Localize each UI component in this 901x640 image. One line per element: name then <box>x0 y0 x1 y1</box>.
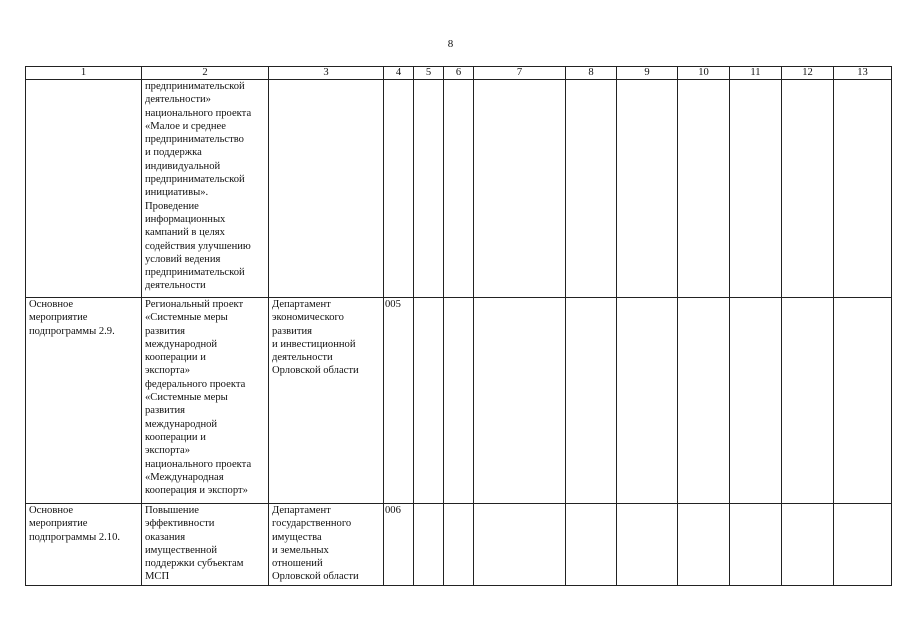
empty-cell <box>474 298 566 504</box>
empty-cell <box>730 80 782 298</box>
column-header: 7 <box>474 67 566 80</box>
empty-cell <box>782 504 834 586</box>
code-cell: 005 <box>384 298 414 504</box>
column-header: 2 <box>142 67 269 80</box>
empty-cell <box>444 298 474 504</box>
empty-cell <box>414 298 444 504</box>
code-cell <box>384 80 414 298</box>
description-cell: Региональный проект «Системные меры развития международной кооперации и экспорта» федерального проекта «Системные меры развития международной кооперации и экспорта» национального проекта «Международная кооперация и экспорт» <box>142 298 269 504</box>
empty-cell <box>414 80 444 298</box>
executor-cell <box>269 80 384 298</box>
empty-cell <box>730 298 782 504</box>
column-header: 9 <box>617 67 678 80</box>
column-header: 8 <box>566 67 617 80</box>
event-cell: Основное мероприятие подпрограммы 2.9. <box>26 298 142 504</box>
empty-cell <box>566 298 617 504</box>
table-row <box>26 504 892 586</box>
empty-cell <box>617 80 678 298</box>
empty-cell <box>678 504 730 586</box>
empty-cell <box>730 504 782 586</box>
empty-cell <box>678 80 730 298</box>
column-header: 3 <box>269 67 384 80</box>
empty-cell <box>782 80 834 298</box>
event-cell: Основное мероприятие подпрограммы 2.10. <box>26 504 142 586</box>
description-cell: Повышение эффективности оказания имущественной поддержки субъектам МСП <box>142 504 269 586</box>
column-header: 13 <box>834 67 892 80</box>
column-header: 6 <box>444 67 474 80</box>
empty-cell <box>782 298 834 504</box>
executor-cell: Департамент экономического развития и инвестиционной деятельности Орловской области <box>269 298 384 504</box>
column-header: 12 <box>782 67 834 80</box>
empty-cell <box>566 504 617 586</box>
empty-cell <box>474 80 566 298</box>
empty-cell <box>678 298 730 504</box>
empty-cell <box>834 80 892 298</box>
empty-cell <box>474 504 566 586</box>
column-header: 4 <box>384 67 414 80</box>
empty-cell <box>834 298 892 504</box>
column-header: 10 <box>678 67 730 80</box>
executor-cell: Департамент государственного имущества и земельных отношений Орловской области <box>269 504 384 586</box>
empty-cell <box>617 504 678 586</box>
empty-cell <box>617 298 678 504</box>
column-header: 11 <box>730 67 782 80</box>
description-cell: предпринимательской деятельности» национального проекта «Малое и среднее предпринимательство и поддержка индивидуальной предпринимательской инициативы». Проведение информационных кампаний в целях содействия улучшению условий ведения предпринимательской деятельности <box>142 80 269 298</box>
column-header: 1 <box>26 67 142 80</box>
empty-cell <box>414 504 444 586</box>
code-cell: 006 <box>384 504 414 586</box>
empty-cell <box>444 80 474 298</box>
column-header: 5 <box>414 67 444 80</box>
page-number: 8 <box>447 38 454 50</box>
table-row <box>26 298 892 504</box>
empty-cell <box>444 504 474 586</box>
program-table <box>25 66 892 586</box>
table-row <box>26 80 892 298</box>
column-number-row <box>26 67 892 80</box>
event-cell <box>26 80 142 298</box>
empty-cell <box>566 80 617 298</box>
empty-cell <box>834 504 892 586</box>
